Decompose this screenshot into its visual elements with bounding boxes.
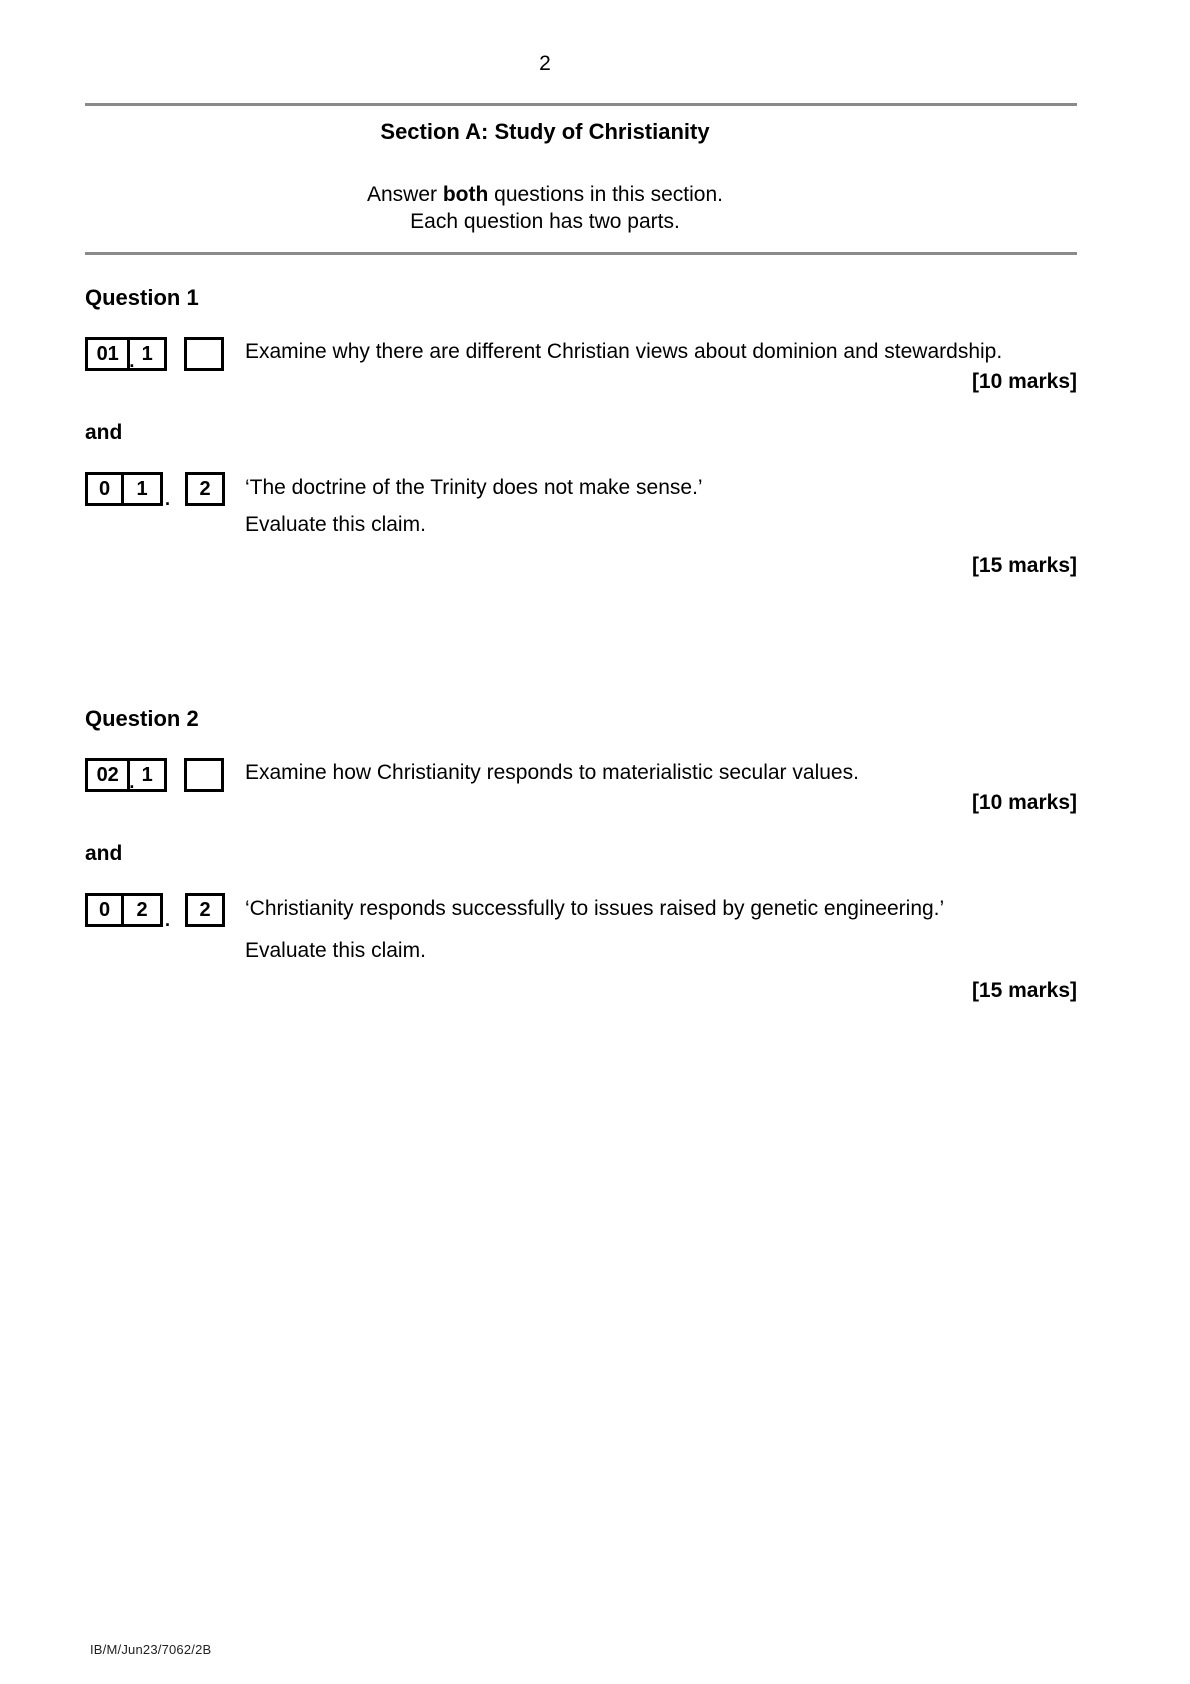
section-title: Section A: Study of Christianity <box>380 119 710 144</box>
marks-label: [10 marks] <box>971 370 1077 393</box>
question-text: Evaluate this claim. <box>245 513 426 536</box>
question-number-box-01-2 <box>85 472 225 509</box>
question-number-digit: 1 <box>141 763 153 786</box>
marks-label: [10 marks] <box>971 791 1077 814</box>
instruction-line-1 <box>85 181 1005 208</box>
empty-answer-box <box>184 337 224 371</box>
question-number-cell <box>129 761 164 792</box>
decimal-dot: . <box>129 351 135 371</box>
question-text: Evaluate this claim. <box>245 939 426 962</box>
question-number-cell: 0 <box>88 475 124 503</box>
page-number: 2 <box>539 52 551 75</box>
question-1-heading: Question 1 <box>85 285 199 310</box>
question-number-box-02-2 <box>85 893 225 930</box>
question-number-box <box>85 472 163 506</box>
decimal-dot: . <box>129 772 135 792</box>
question-number-digit: 1 <box>141 342 153 365</box>
section-divider-bottom <box>85 252 1077 255</box>
question-part-box: 2 <box>185 472 225 506</box>
question-2-heading: Question 2 <box>85 706 199 731</box>
marks-label: [15 marks] <box>971 979 1077 1002</box>
instruction-line-2: Each question has two parts. <box>410 210 680 233</box>
question-text: Examine why there are different Christian views about dominion and stewardship. <box>245 340 1003 363</box>
instruction-bold-word: both <box>442 183 489 206</box>
question-number-box <box>85 337 167 371</box>
question-text: Examine how Christianity responds to materialistic secular values. <box>245 761 859 784</box>
question-number-cell: 2 <box>136 898 148 921</box>
question-number-box <box>85 758 167 792</box>
question-number-cell: 01 <box>88 340 130 368</box>
decimal-dot: . <box>165 910 171 930</box>
question-number-cell: 0 <box>88 896 124 924</box>
question-text: ‘Christianity responds successfully to issues raised by genetic engineering.’ <box>245 897 945 920</box>
instruction-text: Answer <box>367 183 443 206</box>
section-divider-top <box>85 103 1077 106</box>
question-part-box: 2 <box>185 893 225 927</box>
section-instructions <box>85 181 1005 235</box>
marks-label: [15 marks] <box>971 554 1077 577</box>
question-number-cell: 02 <box>88 761 130 789</box>
paper-reference: IB/M/Jun23/7062/2B <box>90 1642 212 1657</box>
empty-answer-box <box>184 758 224 792</box>
question-number-cell <box>129 340 164 371</box>
question-number-box-01-1 <box>85 337 224 371</box>
instruction-text: questions in this section. <box>488 183 723 206</box>
question-number-cell: 1 <box>136 477 148 500</box>
question-number-box-02-1 <box>85 758 224 792</box>
and-connector: and <box>85 421 123 444</box>
question-number-box <box>85 893 163 927</box>
decimal-dot: . <box>165 489 171 509</box>
question-text: ‘The doctrine of the Trinity does not make sense.’ <box>245 476 703 499</box>
and-connector: and <box>85 842 123 865</box>
